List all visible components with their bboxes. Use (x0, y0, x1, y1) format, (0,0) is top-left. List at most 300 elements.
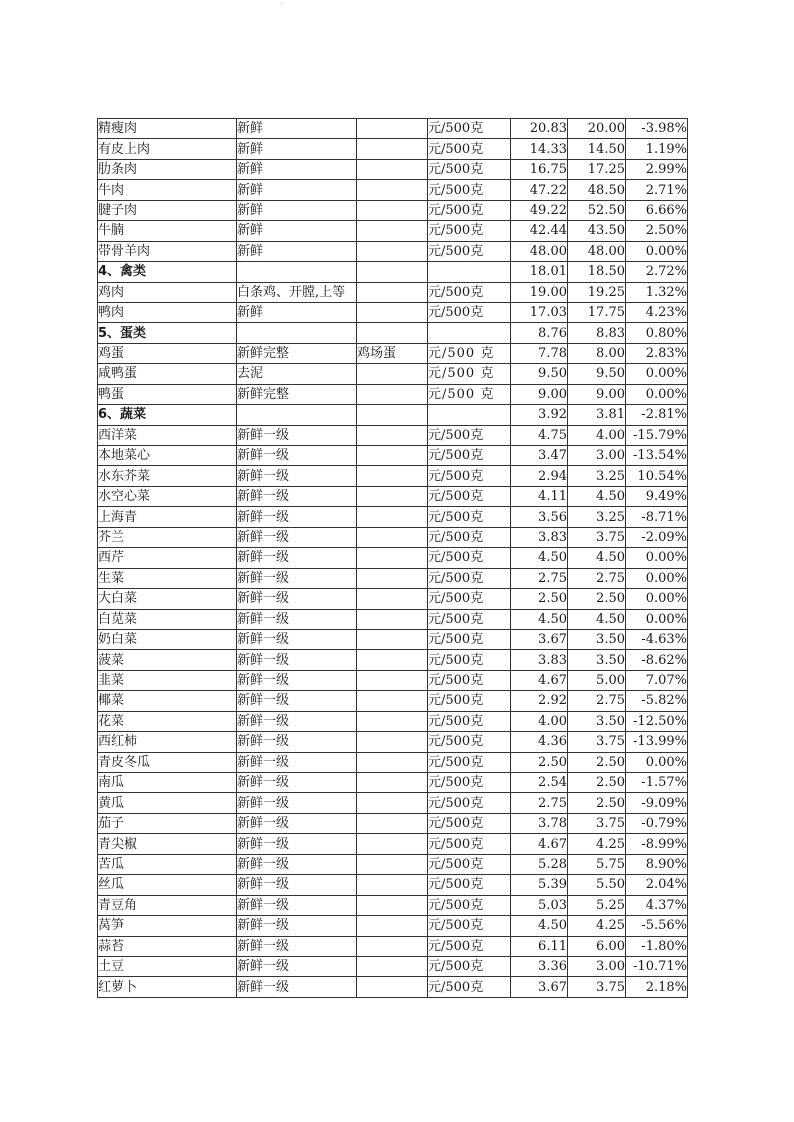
previous-price-cell: 4.11 (511, 486, 568, 506)
spec-cell: 去泥 (237, 364, 357, 384)
change-percent-cell: 0.80% (626, 323, 688, 343)
table-row (98, 466, 688, 486)
table-row (98, 425, 688, 445)
price-table (97, 118, 688, 998)
change-percent-cell: -2.09% (626, 527, 688, 547)
current-price-cell: 3.75 (568, 527, 626, 547)
unit-cell: 元/500 克 (428, 364, 511, 384)
grade-cell (357, 834, 428, 854)
previous-price-cell: 18.01 (511, 262, 568, 282)
item-name-cell: 花菜 (98, 711, 237, 731)
unit-cell: 元/500克 (428, 956, 511, 976)
unit-cell: 元/500克 (428, 548, 511, 568)
item-name-cell: 奶白菜 (98, 629, 237, 649)
table-row (98, 486, 688, 506)
unit-cell: 元/500克 (428, 773, 511, 793)
spec-cell: 新鲜一级 (237, 813, 357, 833)
previous-price-cell: 4.50 (511, 609, 568, 629)
spec-cell: 新鲜一级 (237, 629, 357, 649)
unit-cell: 元/500克 (428, 589, 511, 609)
item-name-cell: 南瓜 (98, 773, 237, 793)
spec-cell: 新鲜一级 (237, 936, 357, 956)
change-percent-cell: 2.04% (626, 875, 688, 895)
previous-price-cell: 9.00 (511, 384, 568, 404)
item-name-cell: 菠菜 (98, 650, 237, 670)
grade-cell (357, 159, 428, 179)
unit-cell: 元/500克 (428, 895, 511, 915)
spec-cell: 新鲜一级 (237, 854, 357, 874)
spec-cell: 新鲜一级 (237, 507, 357, 527)
current-price-cell: 5.25 (568, 895, 626, 915)
grade-cell (357, 752, 428, 772)
previous-price-cell: 4.00 (511, 711, 568, 731)
spec-cell: 新鲜一级 (237, 466, 357, 486)
unit-cell: 元/500克 (428, 732, 511, 752)
table-row (98, 221, 688, 241)
item-name-cell: 青豆角 (98, 895, 237, 915)
change-percent-cell: 2.99% (626, 159, 688, 179)
previous-price-cell: 2.50 (511, 752, 568, 772)
change-percent-cell: 0.00% (626, 609, 688, 629)
previous-price-cell: 4.50 (511, 548, 568, 568)
table-row (98, 711, 688, 731)
spec-cell: 新鲜一级 (237, 527, 357, 547)
current-price-cell: 4.50 (568, 548, 626, 568)
change-percent-cell: -1.80% (626, 936, 688, 956)
change-percent-cell: 0.00% (626, 548, 688, 568)
spec-cell: 新鲜 (237, 139, 357, 159)
item-name-cell: 腱子肉 (98, 200, 237, 220)
category-row (98, 405, 688, 425)
change-percent-cell: -13.99% (626, 732, 688, 752)
grade-cell (357, 875, 428, 895)
spec-cell: 新鲜一级 (237, 793, 357, 813)
item-name-cell: 土豆 (98, 956, 237, 976)
unit-cell: 元/500克 (428, 159, 511, 179)
grade-cell (357, 813, 428, 833)
spec-cell: 新鲜一级 (237, 589, 357, 609)
current-price-cell: 5.00 (568, 670, 626, 690)
table-row (98, 180, 688, 200)
current-price-cell: 14.50 (568, 139, 626, 159)
table-row (98, 629, 688, 649)
unit-cell: 元/500克 (428, 609, 511, 629)
item-name-cell: 精瘦肉 (98, 119, 237, 139)
item-name-cell: 椰菜 (98, 691, 237, 711)
table-row (98, 343, 688, 363)
item-name-cell: 丝瓜 (98, 875, 237, 895)
item-name-cell: 水空心菜 (98, 486, 237, 506)
scan-mark: ` (280, 2, 284, 11)
unit-cell: 元/500克 (428, 119, 511, 139)
spec-cell: 新鲜一级 (237, 752, 357, 772)
table-row (98, 568, 688, 588)
unit-cell: 元/500克 (428, 241, 511, 261)
change-percent-cell: -2.81% (626, 405, 688, 425)
item-name-cell: 青皮冬瓜 (98, 752, 237, 772)
unit-cell: 元/500克 (428, 446, 511, 466)
previous-price-cell: 3.78 (511, 813, 568, 833)
change-percent-cell: 0.00% (626, 241, 688, 261)
previous-price-cell: 3.36 (511, 956, 568, 976)
current-price-cell: 19.25 (568, 282, 626, 302)
unit-cell: 元/500克 (428, 711, 511, 731)
table-row (98, 834, 688, 854)
grade-cell (357, 773, 428, 793)
change-percent-cell: 6.66% (626, 200, 688, 220)
item-name-cell: 西芹 (98, 548, 237, 568)
spec-cell: 新鲜一级 (237, 834, 357, 854)
table-row (98, 691, 688, 711)
grade-cell (357, 650, 428, 670)
unit-cell: 元/500克 (428, 813, 511, 833)
table-row (98, 793, 688, 813)
change-percent-cell: 0.00% (626, 589, 688, 609)
grade-cell (357, 180, 428, 200)
item-name-cell: 生菜 (98, 568, 237, 588)
category-name-cell: 5、蛋类 (98, 323, 237, 343)
spec-cell: 新鲜 (237, 119, 357, 139)
grade-cell (357, 548, 428, 568)
current-price-cell: 3.50 (568, 650, 626, 670)
previous-price-cell: 3.67 (511, 977, 568, 997)
grade-cell (357, 711, 428, 731)
unit-cell: 元/500克 (428, 936, 511, 956)
unit-cell: 元/500克 (428, 793, 511, 813)
change-percent-cell: -4.63% (626, 629, 688, 649)
current-price-cell: 4.00 (568, 425, 626, 445)
table-row (98, 384, 688, 404)
spec-cell: 新鲜一级 (237, 732, 357, 752)
table-row (98, 936, 688, 956)
change-percent-cell: -5.56% (626, 916, 688, 936)
grade-cell (357, 302, 428, 322)
item-name-cell: 鸡肉 (98, 282, 237, 302)
current-price-cell: 17.75 (568, 302, 626, 322)
current-price-cell: 8.00 (568, 343, 626, 363)
previous-price-cell: 3.67 (511, 629, 568, 649)
empty-cell (237, 262, 357, 282)
previous-price-cell: 2.54 (511, 773, 568, 793)
current-price-cell: 4.25 (568, 916, 626, 936)
grade-cell (357, 364, 428, 384)
spec-cell: 新鲜 (237, 241, 357, 261)
previous-price-cell: 7.78 (511, 343, 568, 363)
grade-cell (357, 119, 428, 139)
spec-cell: 新鲜一级 (237, 916, 357, 936)
spec-cell: 新鲜完整 (237, 384, 357, 404)
previous-price-cell: 4.67 (511, 670, 568, 690)
grade-cell (357, 793, 428, 813)
previous-price-cell: 19.00 (511, 282, 568, 302)
item-name-cell: 有皮上肉 (98, 139, 237, 159)
spec-cell: 新鲜一级 (237, 548, 357, 568)
table-row (98, 446, 688, 466)
change-percent-cell: 9.49% (626, 486, 688, 506)
change-percent-cell: 0.00% (626, 364, 688, 384)
current-price-cell: 5.75 (568, 854, 626, 874)
previous-price-cell: 3.83 (511, 527, 568, 547)
current-price-cell: 3.75 (568, 813, 626, 833)
change-percent-cell: 1.19% (626, 139, 688, 159)
previous-price-cell: 20.83 (511, 119, 568, 139)
previous-price-cell: 9.50 (511, 364, 568, 384)
grade-cell (357, 221, 428, 241)
unit-cell: 元/500克 (428, 282, 511, 302)
change-percent-cell: -13.54% (626, 446, 688, 466)
grade-cell (357, 466, 428, 486)
item-name-cell: 茄子 (98, 813, 237, 833)
change-percent-cell: 1.32% (626, 282, 688, 302)
previous-price-cell: 5.03 (511, 895, 568, 915)
current-price-cell: 3.81 (568, 405, 626, 425)
item-name-cell: 黄瓜 (98, 793, 237, 813)
item-name-cell: 青尖椒 (98, 834, 237, 854)
grade-cell (357, 854, 428, 874)
empty-cell (357, 323, 428, 343)
unit-cell: 元/500克 (428, 629, 511, 649)
current-price-cell: 4.50 (568, 486, 626, 506)
table-row (98, 875, 688, 895)
change-percent-cell: -0.79% (626, 813, 688, 833)
previous-price-cell: 16.75 (511, 159, 568, 179)
spec-cell: 新鲜一级 (237, 895, 357, 915)
current-price-cell: 3.00 (568, 446, 626, 466)
spec-cell: 新鲜 (237, 180, 357, 200)
grade-cell (357, 241, 428, 261)
change-percent-cell: -9.09% (626, 793, 688, 813)
unit-cell: 元/500克 (428, 466, 511, 486)
grade-cell (357, 139, 428, 159)
spec-cell: 白条鸡、开膛,上等 (237, 282, 357, 302)
unit-cell: 元/500克 (428, 670, 511, 690)
table-row (98, 977, 688, 997)
table-row (98, 364, 688, 384)
spec-cell: 新鲜完整 (237, 343, 357, 363)
current-price-cell: 20.00 (568, 119, 626, 139)
table-row (98, 139, 688, 159)
empty-cell (428, 262, 511, 282)
current-price-cell: 2.75 (568, 568, 626, 588)
previous-price-cell: 5.39 (511, 875, 568, 895)
unit-cell: 元/500克 (428, 302, 511, 322)
spec-cell: 新鲜一级 (237, 773, 357, 793)
previous-price-cell: 6.11 (511, 936, 568, 956)
current-price-cell: 3.75 (568, 732, 626, 752)
previous-price-cell: 5.28 (511, 854, 568, 874)
change-percent-cell: -8.71% (626, 507, 688, 527)
grade-cell (357, 200, 428, 220)
previous-price-cell: 3.47 (511, 446, 568, 466)
previous-price-cell: 3.56 (511, 507, 568, 527)
unit-cell: 元/500克 (428, 486, 511, 506)
table-row (98, 854, 688, 874)
change-percent-cell: -12.50% (626, 711, 688, 731)
current-price-cell: 3.25 (568, 466, 626, 486)
change-percent-cell: 2.18% (626, 977, 688, 997)
change-percent-cell: 2.83% (626, 343, 688, 363)
previous-price-cell: 17.03 (511, 302, 568, 322)
spec-cell: 新鲜一级 (237, 486, 357, 506)
change-percent-cell: -8.62% (626, 650, 688, 670)
item-name-cell: 莴笋 (98, 916, 237, 936)
unit-cell: 元/500克 (428, 854, 511, 874)
item-name-cell: 苦瓜 (98, 854, 237, 874)
unit-cell: 元/500克 (428, 834, 511, 854)
grade-cell (357, 895, 428, 915)
item-name-cell: 鸭蛋 (98, 384, 237, 404)
grade-cell (357, 486, 428, 506)
table-row (98, 916, 688, 936)
previous-price-cell: 48.00 (511, 241, 568, 261)
previous-price-cell: 47.22 (511, 180, 568, 200)
category-row (98, 323, 688, 343)
previous-price-cell: 4.50 (511, 916, 568, 936)
table-row (98, 895, 688, 915)
spec-cell: 新鲜一级 (237, 956, 357, 976)
unit-cell: 元/500克 (428, 568, 511, 588)
table-row (98, 956, 688, 976)
table-row (98, 752, 688, 772)
table-row (98, 507, 688, 527)
item-name-cell: 上海青 (98, 507, 237, 527)
current-price-cell: 2.50 (568, 773, 626, 793)
previous-price-cell: 8.76 (511, 323, 568, 343)
current-price-cell: 48.50 (568, 180, 626, 200)
empty-cell (428, 405, 511, 425)
table-row (98, 302, 688, 322)
change-percent-cell: -1.57% (626, 773, 688, 793)
grade-cell (357, 384, 428, 404)
empty-cell (237, 323, 357, 343)
spec-cell: 新鲜一级 (237, 670, 357, 690)
current-price-cell: 18.50 (568, 262, 626, 282)
current-price-cell: 52.50 (568, 200, 626, 220)
grade-cell (357, 670, 428, 690)
change-percent-cell: 0.00% (626, 752, 688, 772)
item-name-cell: 鸡蛋 (98, 343, 237, 363)
unit-cell: 元/500克 (428, 180, 511, 200)
spec-cell: 新鲜 (237, 200, 357, 220)
unit-cell: 元/500克 (428, 507, 511, 527)
spec-cell: 新鲜一级 (237, 711, 357, 731)
previous-price-cell: 2.92 (511, 691, 568, 711)
spec-cell: 新鲜一级 (237, 568, 357, 588)
current-price-cell: 5.50 (568, 875, 626, 895)
item-name-cell: 白苋菜 (98, 609, 237, 629)
item-name-cell: 蒜苔 (98, 936, 237, 956)
current-price-cell: 9.50 (568, 364, 626, 384)
unit-cell: 元/500克 (428, 139, 511, 159)
category-name-cell: 4、禽类 (98, 262, 237, 282)
current-price-cell: 43.50 (568, 221, 626, 241)
grade-cell (357, 977, 428, 997)
table-row (98, 241, 688, 261)
current-price-cell: 6.00 (568, 936, 626, 956)
previous-price-cell: 3.83 (511, 650, 568, 670)
change-percent-cell: -10.71% (626, 956, 688, 976)
change-percent-cell: 4.23% (626, 302, 688, 322)
unit-cell: 元/500克 (428, 650, 511, 670)
unit-cell: 元/500克 (428, 527, 511, 547)
previous-price-cell: 2.75 (511, 793, 568, 813)
previous-price-cell: 2.94 (511, 466, 568, 486)
spec-cell: 新鲜一级 (237, 446, 357, 466)
previous-price-cell: 4.36 (511, 732, 568, 752)
table-row (98, 527, 688, 547)
unit-cell: 元/500克 (428, 916, 511, 936)
item-name-cell: 芥兰 (98, 527, 237, 547)
current-price-cell: 3.75 (568, 977, 626, 997)
current-price-cell: 4.25 (568, 834, 626, 854)
spec-cell: 新鲜 (237, 159, 357, 179)
change-percent-cell: 10.54% (626, 466, 688, 486)
change-percent-cell: -3.98% (626, 119, 688, 139)
table-row (98, 609, 688, 629)
grade-cell (357, 732, 428, 752)
grade-cell (357, 629, 428, 649)
spec-cell: 新鲜一级 (237, 691, 357, 711)
grade-cell (357, 282, 428, 302)
change-percent-cell: 8.90% (626, 854, 688, 874)
item-name-cell: 带骨羊肉 (98, 241, 237, 261)
item-name-cell: 肋条肉 (98, 159, 237, 179)
current-price-cell: 2.50 (568, 752, 626, 772)
item-name-cell: 牛肉 (98, 180, 237, 200)
grade-cell (357, 507, 428, 527)
item-name-cell: 西洋菜 (98, 425, 237, 445)
empty-cell (357, 405, 428, 425)
current-price-cell: 48.00 (568, 241, 626, 261)
table-row (98, 200, 688, 220)
grade-cell (357, 446, 428, 466)
grade-cell (357, 956, 428, 976)
change-percent-cell: 4.37% (626, 895, 688, 915)
item-name-cell: 水东芥菜 (98, 466, 237, 486)
grade-cell (357, 425, 428, 445)
table-row (98, 589, 688, 609)
current-price-cell: 2.50 (568, 589, 626, 609)
item-name-cell: 咸鸭蛋 (98, 364, 237, 384)
table-row (98, 732, 688, 752)
unit-cell: 元/500克 (428, 425, 511, 445)
current-price-cell: 17.25 (568, 159, 626, 179)
price-table-body (98, 119, 688, 998)
current-price-cell: 2.50 (568, 793, 626, 813)
change-percent-cell: -15.79% (626, 425, 688, 445)
change-percent-cell: -5.82% (626, 691, 688, 711)
spec-cell: 新鲜一级 (237, 875, 357, 895)
unit-cell: 元/500克 (428, 221, 511, 241)
current-price-cell: 3.25 (568, 507, 626, 527)
category-name-cell: 6、蔬菜 (98, 405, 237, 425)
change-percent-cell: 2.71% (626, 180, 688, 200)
unit-cell: 元/500克 (428, 691, 511, 711)
item-name-cell: 本地菜心 (98, 446, 237, 466)
item-name-cell: 鸭肉 (98, 302, 237, 322)
table-row (98, 813, 688, 833)
current-price-cell: 4.50 (568, 609, 626, 629)
previous-price-cell: 2.50 (511, 589, 568, 609)
spec-cell: 新鲜一级 (237, 977, 357, 997)
empty-cell (237, 405, 357, 425)
current-price-cell: 3.00 (568, 956, 626, 976)
item-name-cell: 大白菜 (98, 589, 237, 609)
previous-price-cell: 4.67 (511, 834, 568, 854)
spec-cell: 新鲜一级 (237, 650, 357, 670)
grade-cell (357, 527, 428, 547)
unit-cell: 元/500 克 (428, 384, 511, 404)
